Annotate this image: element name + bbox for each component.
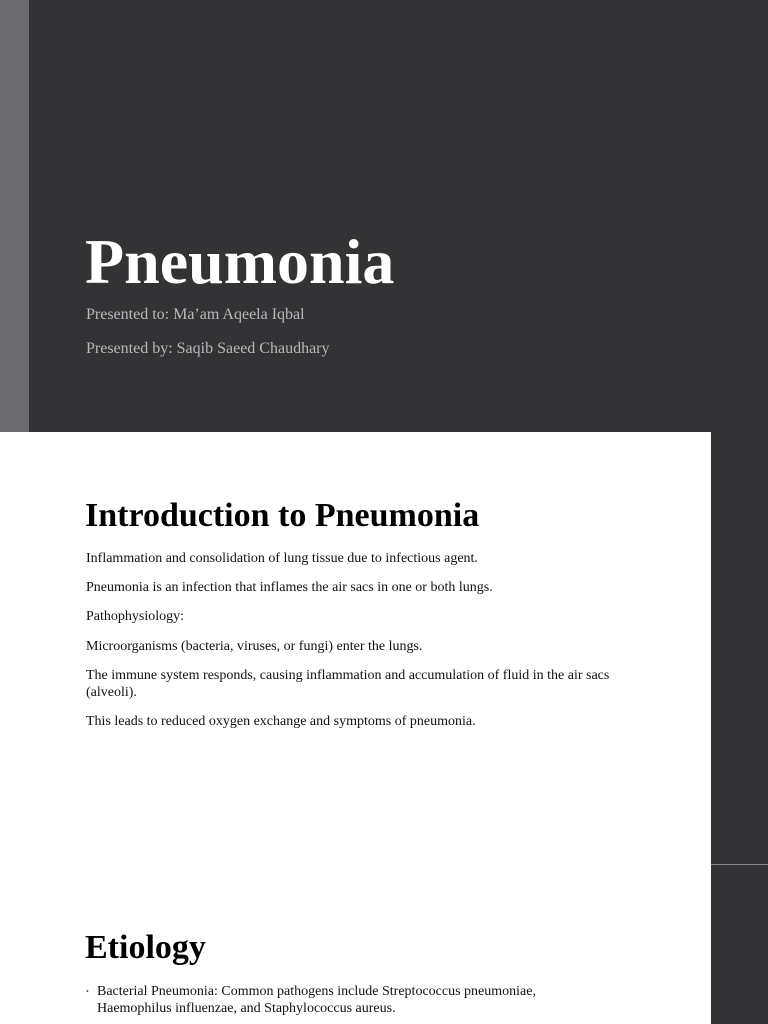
intro-paragraph: Pathophysiology: bbox=[86, 609, 185, 624]
etiology-bullet-text: Bacterial Pneumonia: Common pathogens include Streptococcus pneumoniae, Haemophilus influenzae, and Staphylococcus aureus. bbox=[97, 984, 536, 1016]
title-accent-bar bbox=[0, 0, 29, 432]
slide-title: Pneumonia bbox=[85, 226, 395, 297]
intro-paragraph: This leads to reduced oxygen exchange and symptoms of pneumonia. bbox=[86, 714, 476, 729]
title-slide bbox=[0, 0, 768, 432]
presented-by-text: Presented by: Saqib Saeed Chaudhary bbox=[86, 340, 330, 357]
intro-paragraph: The immune system responds, causing inflammation and accumulation of fluid in the air sacs (alveoli). bbox=[86, 668, 610, 700]
bullet-dot-icon: • bbox=[86, 987, 89, 996]
intro-paragraph: Inflammation and consolidation of lung tissue due to infectious agent. bbox=[86, 551, 478, 566]
intro-paragraph: Microorganisms (bacteria, viruses, or fungi) enter the lungs. bbox=[86, 639, 423, 654]
intro-paragraph: Pneumonia is an infection that inflames the air sacs in one or both lungs. bbox=[86, 580, 493, 595]
etiology-heading: Etiology bbox=[85, 929, 206, 966]
slide-divider bbox=[711, 864, 768, 865]
presented-to-text: Presented to: Ma’am Aqeela Iqbal bbox=[86, 306, 305, 323]
etiology-bullet-item bbox=[86, 983, 606, 1017]
intro-heading: Introduction to Pneumonia bbox=[85, 497, 480, 534]
